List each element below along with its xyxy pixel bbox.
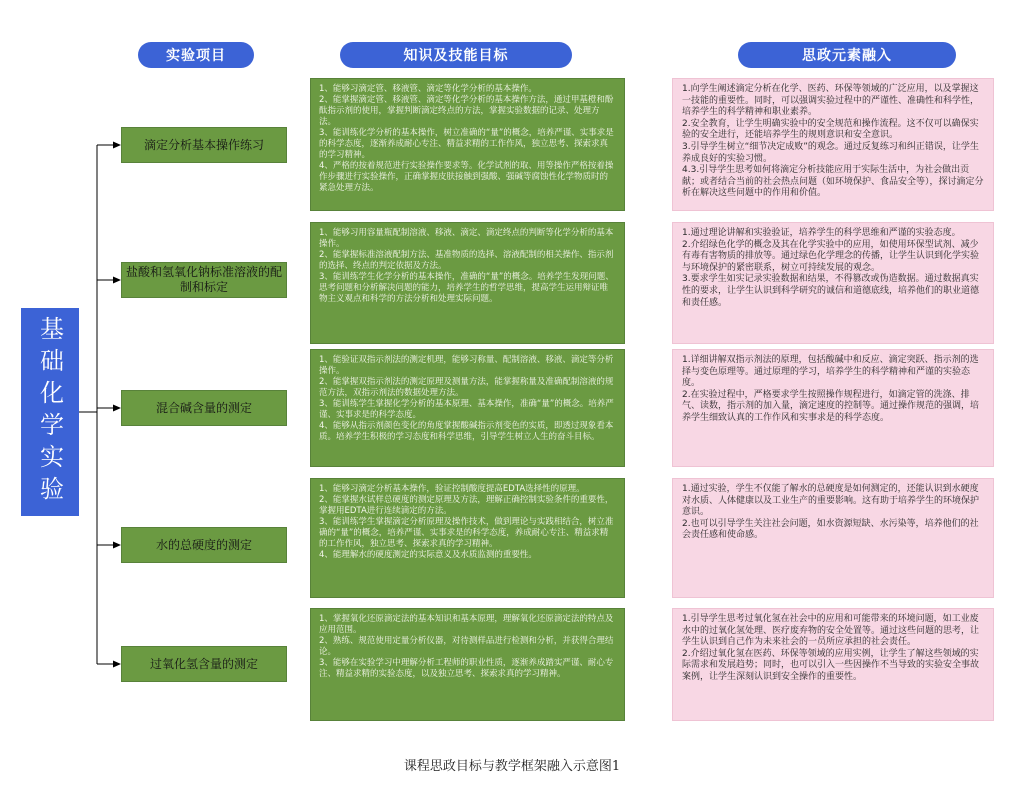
knowledge-skill-goals-box: 1、能够习滴定分析基本操作，验证控制酸度提高EDTA选择性的原理。 2、能掌握水试样总硬度的测定原理及方法，理解正确控制实验条件的重要性，掌握用EDTA进行连续滴定的方法。 3、能训练学生掌握滴定分析原理及操作技术，做到理论与实践相结合，树立准确的“量”的概念，培养严谨、实事求是的科学态度，养成耐心专注、精益求精的工作作风，独立思考、探索求真的学习精神。 4、能理解水的硬度测定的实际意义及水质监测的重要性。 [310,478,625,598]
experiment-item: 混合碱含量的测定 [121,390,287,426]
experiment-item: 盐酸和氢氧化钠标准溶液的配制和标定 [121,262,287,298]
experiment-item: 过氧化氢含量的测定 [121,646,287,682]
ideology-elements-box: 1.向学生阐述滴定分析在化学、医药、环保等领域的广泛应用，以及掌握这一技能的重要性。同时，可以强调实验过程中的严谨性、准确性和科学性，培养学生的科学精神和职业素养。 2.安全教育，让学生明确实验中的安全规范和操作流程。这不仅可以确保实验的安全进行，还能培养学生的规则意识和安全意识。 3.引导学生树立“细节决定成败”的观念。通过反复练习和纠正错误，让学生养成良好的实验习惯。 4.3.引导学生思考如何将滴定分析技能应用于实际生活中，为社会做出贡献；或者结合当前的社会热点问题（如环境保护、食品安全等），探讨滴定分析在解决这些问题中的作用和价值。 [672,78,994,211]
knowledge-skill-goals-box: 1、能验证双指示剂法的测定机理，能够习称量、配制溶液、移液、滴定等分析操作。 2、能掌握双指示剂法的测定原理及测量方法，能掌握称量及准确配制溶液的规范方法，双指示剂法的数据处理方法。 3、能训练学生掌握化学分析的基本原理、基本操作，准确“量”的概念。培养严谨、实事求是的科学态度。 4、能够从指示剂颜色变化的角度掌握酸碱指示剂变色的实质，即透过现象看本质。培养学生积极的学习态度和科学思维，引导学生树立人生的奋斗目标。 [310,349,625,467]
knowledge-skill-goals-box: 1、能够习用容量瓶配制溶液、移液、滴定、滴定终点的判断等化学分析的基本操作。 2、能掌握标准溶液配制方法、基准物质的选择、溶液配制的相关操作、指示剂的选择、终点的判定依据及方法。 3、能训练学生化学分析的基本操作，准确的“量”的概念。培养学生发现问题、思考问题和分析解决问题的能力，培养学生的哲学思维，提高学生运用辩证唯物主义观点和科学的方法分析和处理实际问题。 [310,222,625,344]
ideology-elements-box: 1.通过理论讲解和实验验证，培养学生的科学思维和严谨的实验态度。 2.介绍绿色化学的概念及其在化学实验中的应用，如使用环保型试剂、减少有毒有害物质的排放等。通过绿色化学理念的传播，让学生认识到化学实验与环境保护的紧密联系，树立可持续发展的观念。 3.要求学生如实记录实验数据和结果，不得篡改或伪造数据。通过数据真实性的要求，让学生认识到科学研究的诚信和道德底线，培养他们的职业道德和责任感。 [672,222,994,344]
experiment-item: 滴定分析基本操作练习 [121,127,287,163]
header-ideology-elements: 思政元素融入 [738,42,956,68]
arrow-head-icon [113,142,121,149]
experiment-item: 水的总硬度的测定 [121,527,287,563]
ideology-elements-box: 1.引导学生思考过氧化氢在社会中的应用和可能带来的环境问题，如工业废水中的过氧化氢处理、医疗废弃物的安全处置等。通过这些问题的思考，让学生认识到自己作为未来社会的一员所应承担的社会责任。 2.介绍过氧化氢在医药、环保等领域的应用实例，让学生了解这些领域的实际需求和发展趋势；同时，也可以引入一些因操作不当导致的实验安全事故案例，让学生深刻认识到安全操作的重要性。 [672,608,994,721]
header-experiment-items: 实验项目 [138,42,254,68]
ideology-elements-box: 1.详细讲解双指示剂法的原理，包括酸碱中和反应、滴定突跃、指示剂的选择与变色原理等。通过原理的学习，培养学生的科学精神和严谨的实验态度。 2.在实验过程中，严格要求学生按照操作规程进行，如滴定管的洗涤、排气、读数，指示剂的加入量，滴定速度的控制等。通过操作规范的强调，培养学生细致认真的工作作风和实事求是的科学态度。 [672,349,994,467]
knowledge-skill-goals-box: 1、能够习滴定管、移液管、滴定等化学分析的基本操作。 2、能掌握滴定管、移液管、滴定等化学分析的基本操作方法，通过甲基橙和酚酞指示剂的使用，掌握判断滴定终点的方法，掌握实验数据的记录、处理方法。 3、能训练化学分析的基本操作，树立准确的“量”的概念，培养严谨、实事求是的科学态度，逐渐养成耐心专注、精益求精的工作作风，独立思考、探索求真的学习精神。 4、严格的按着规范进行实验操作要求等。化学试剂的取、用等操作严格按着操作步骤进行实验操作，正确掌握皮肤接触到强酸、强碱等腐蚀性化学物质时的紧急处理方法。 [310,78,625,211]
arrow-head-icon [113,661,121,668]
arrow-head-icon [113,277,121,284]
header-knowledge-skill-goals: 知识及技能目标 [340,42,572,68]
arrow-head-icon [113,542,121,549]
knowledge-skill-goals-box: 1、掌握氧化还原滴定法的基本知识和基本原理，理解氧化还原滴定法的特点及应用范围。 2、熟练、规范使用定量分析仪器，对待测样品进行检测和分析，并获得合理结论。 3、能够在实验学习中理解分析工程师的职业性质，逐渐养成踏实严谨、耐心专注、精益求精的实验态度，以及独立思考、探索求真的学习精神。 [310,608,625,721]
arrow-head-icon [113,405,121,412]
ideology-elements-box: 1.通过实验，学生不仅能了解水的总硬度是如何测定的，还能认识到水硬度对水质、人体健康以及工业生产的重要影响。这有助于培养学生的环境保护意识。 2.也可以引导学生关注社会问题，如水资源短缺、水污染等，培养他们的社会责任感和使命感。 [672,478,994,598]
root-node-basic-chemistry-experiment: 基础化学实验 [21,308,79,516]
figure-caption: 课程思政目标与教学框架融入示意图1 [403,759,621,774]
